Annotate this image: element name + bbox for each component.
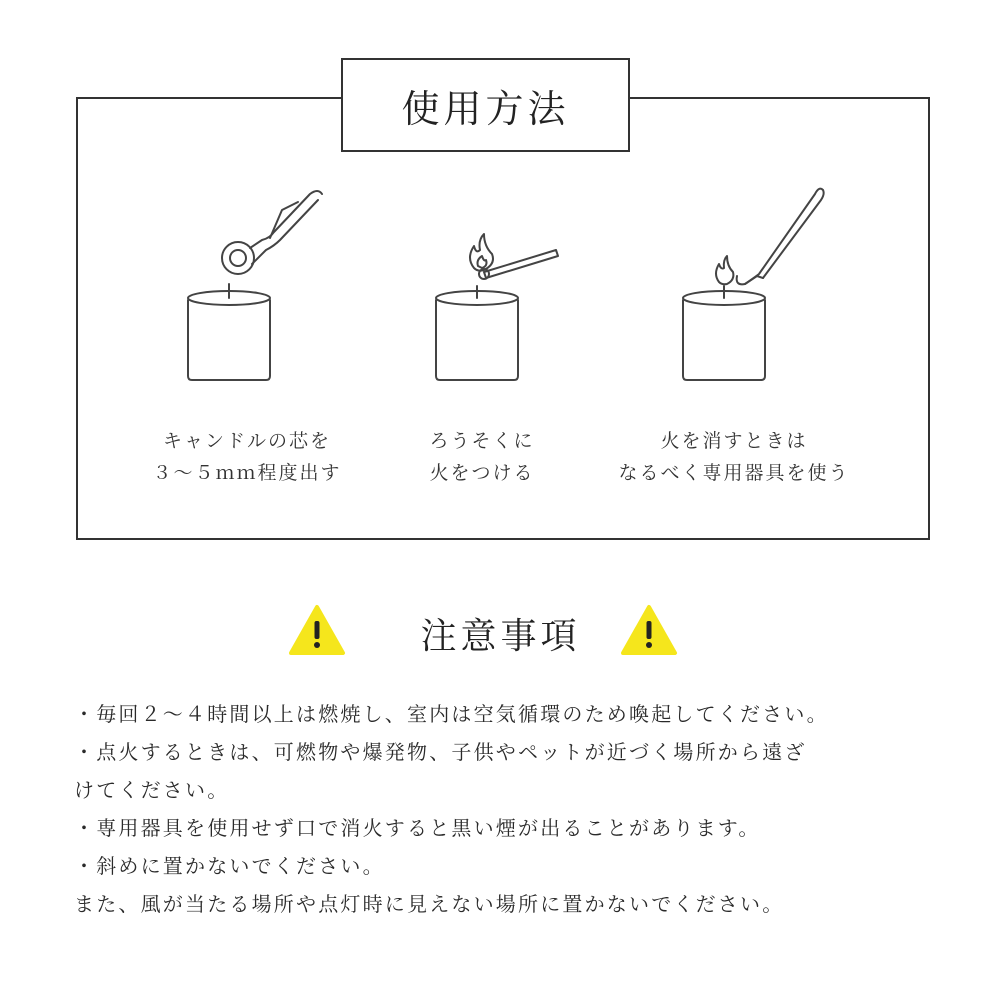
caution-item: ・毎回２～４時間以上は燃焼し、室内は空気循環のため喚起してください。 [74,702,829,726]
caution-list [74,695,954,923]
usage-title-box [341,58,630,152]
caution-item: ・斜めに置かないでください。 [74,854,385,878]
step-caption-extinguish [604,425,864,489]
caution-header [0,596,1001,666]
step-caption-line: 火をつける [429,462,535,484]
caution-item-continuation: けてください。 [74,778,230,802]
step-caption-trim-wick [117,425,377,489]
warning-icon [620,604,678,656]
usage-title: 使用方法 [401,86,570,131]
snuffer-icon [665,180,835,390]
step-caption-line: ろうそくに [429,430,535,452]
step-caption-line: キャンドルの芯を [162,430,331,452]
wick-trimmer-icon [170,180,340,390]
step-caption-line: なるべく専用器具を使う [618,462,850,484]
match-flame-icon [418,220,568,390]
caution-item-continuation: また、風が当たる場所や点灯時に見えない場所に置かないでください。 [74,892,785,916]
caution-title: 注意事項 [420,616,581,657]
caution-item: ・専用器具を使用せず口で消火すると黒い煙が出ることがあります。 [74,816,761,840]
caution-item: ・点火するときは、可燃物や爆発物、子供やペットが近づく場所から遠ざ [74,740,807,764]
step-caption-line: ３～５ｍｍ程度出す [152,462,342,484]
step-caption-light [352,425,612,489]
step-caption-line: 火を消すときは [660,430,808,452]
